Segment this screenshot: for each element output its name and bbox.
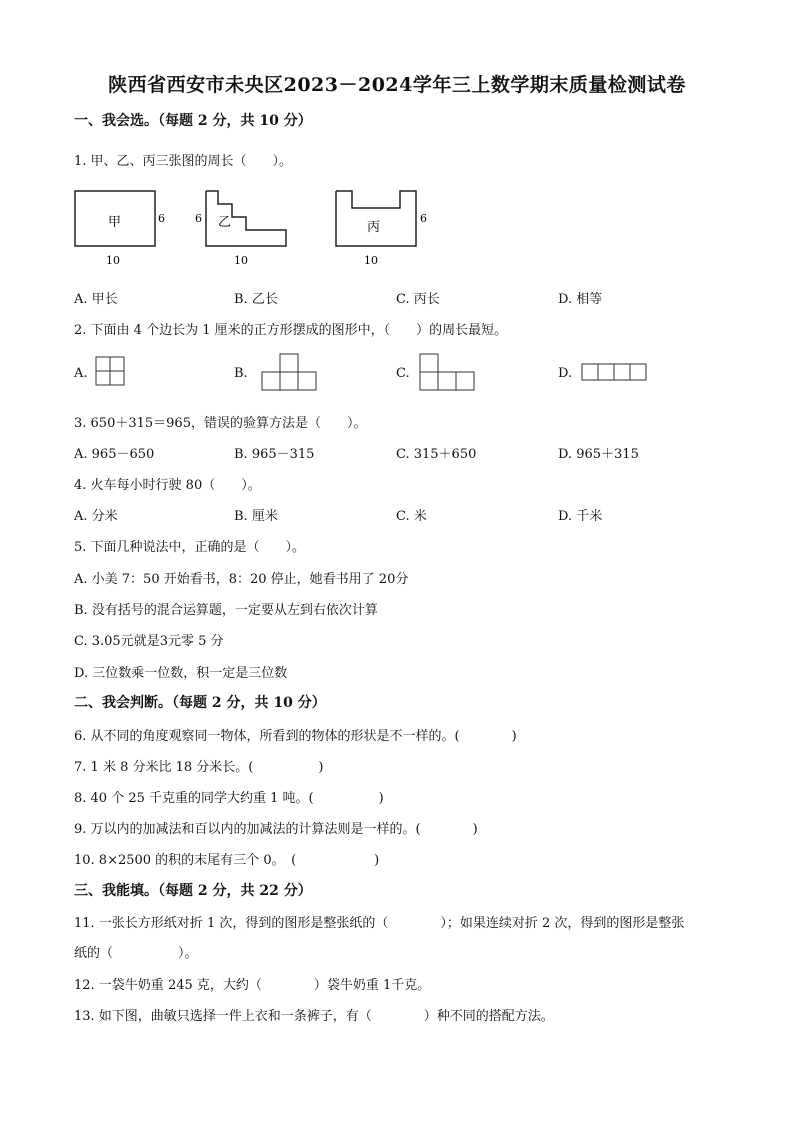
page-title: 陕西省西安市未央区2023－2024学年三上数学期末质量检测试卷: [108, 74, 686, 96]
q1-figure-jia: [70, 186, 170, 268]
q1-yi-label: 乙: [218, 215, 232, 230]
q1-yi-height: 6: [195, 212, 202, 225]
q13-item: 13. 如下图，曲敏只选择一件上衣和一条裤子，有（ ）种不同的搭配方法。: [74, 1009, 554, 1024]
q2-stem: 2. 下面由 4 个边长为 1 厘米的正方形摆成的图形中，（ ）的周长最短。: [74, 323, 508, 338]
q2-shape-d: [580, 362, 652, 384]
q5-option-c[interactable]: C. 3.05元就是3元零 5 分: [74, 634, 224, 649]
section-1-heading: 一、我会选。（每题 2 分，共 10 分）: [74, 113, 312, 129]
q10-item: 10. 8×2500 的积的末尾有三个 0。 ( ): [74, 853, 380, 868]
q2-option-c[interactable]: C.: [396, 366, 410, 381]
q2-shape-b: [260, 352, 324, 392]
q1-option-a[interactable]: A. 甲长: [74, 292, 118, 307]
q1-jia-label: 甲: [108, 215, 122, 230]
q2-option-d[interactable]: D.: [558, 366, 573, 381]
q5-option-d[interactable]: D. 三位数乘一位数，积一定是三位数: [74, 666, 288, 681]
q9-item: 9. 万以内的加减法和百以内的加减法的计算法则是一样的。( ): [74, 822, 478, 837]
q2-option-a[interactable]: A.: [74, 366, 88, 381]
q4-option-b[interactable]: B. 厘米: [234, 509, 278, 524]
q5-option-b[interactable]: B. 没有括号的混合运算题，一定要从左到右依次计算: [74, 603, 378, 618]
q1-stem: 1. 甲、乙、丙三张图的周长（ ）。: [74, 154, 293, 169]
section-2-heading: 二、我会判断。（每题 2 分，共 10 分）: [74, 695, 326, 711]
q1-figure-bing: [330, 186, 440, 268]
q1-bing-height: 6: [420, 212, 427, 225]
q7-item: 7. 1 米 8 分米比 18 分米长。( ): [74, 760, 324, 775]
q5-stem: 5. 下面几种说法中，正确的是（ ）。: [74, 540, 306, 555]
q2-shape-c: [418, 352, 482, 392]
q1-bing-label: 丙: [367, 220, 381, 235]
q11-item-cont: 纸的（ ）。: [74, 946, 198, 961]
q4-option-d[interactable]: D. 千米: [558, 509, 603, 524]
q1-jia-width: 10: [106, 254, 120, 267]
q1-bing-width: 10: [364, 254, 378, 267]
q2-option-b[interactable]: B.: [234, 366, 248, 381]
q1-figure-yi: [192, 186, 302, 268]
q11-item: 11. 一张长方形纸对折 1 次，得到的图形是整张纸的（ ）；如果连续对折 2 次，得到的图形是整张: [74, 916, 685, 931]
q5-option-a[interactable]: A. 小美 7：50 开始看书，8：20 停止，她看书用了 20分: [74, 572, 409, 587]
q3-option-d[interactable]: D. 965＋315: [558, 447, 639, 462]
q3-option-c[interactable]: C. 315＋650: [396, 447, 477, 462]
q12-item: 12. 一袋牛奶重 245 克，大约（ ）袋牛奶重 1千克。: [74, 978, 431, 993]
q1-option-b[interactable]: B. 乙长: [234, 292, 278, 307]
q1-option-c[interactable]: C. 丙长: [396, 292, 440, 307]
q6-item: 6. 从不同的角度观察同一物体，所看到的物体的形状是不一样的。( ): [74, 729, 517, 744]
q1-yi-width: 10: [234, 254, 248, 267]
q3-option-a[interactable]: A. 965－650: [74, 447, 155, 462]
q2-shape-a: [94, 355, 132, 389]
section-3-heading: 三、我能填。（每题 2 分，共 22 分）: [74, 883, 312, 899]
q3-option-b[interactable]: B. 965－315: [234, 447, 315, 462]
q3-stem: 3. 650＋315＝965，错误的验算方法是（ ）。: [74, 416, 367, 431]
q4-stem: 4. 火车每小时行驶 80（ ）。: [74, 478, 261, 493]
q1-option-d[interactable]: D. 相等: [558, 292, 603, 307]
q1-jia-height: 6: [158, 212, 165, 225]
q4-option-c[interactable]: C. 米: [396, 509, 427, 524]
q4-option-a[interactable]: A. 分米: [74, 509, 118, 524]
q8-item: 8. 40 个 25 千克重的同学大约重 1 吨。( ): [74, 791, 384, 806]
